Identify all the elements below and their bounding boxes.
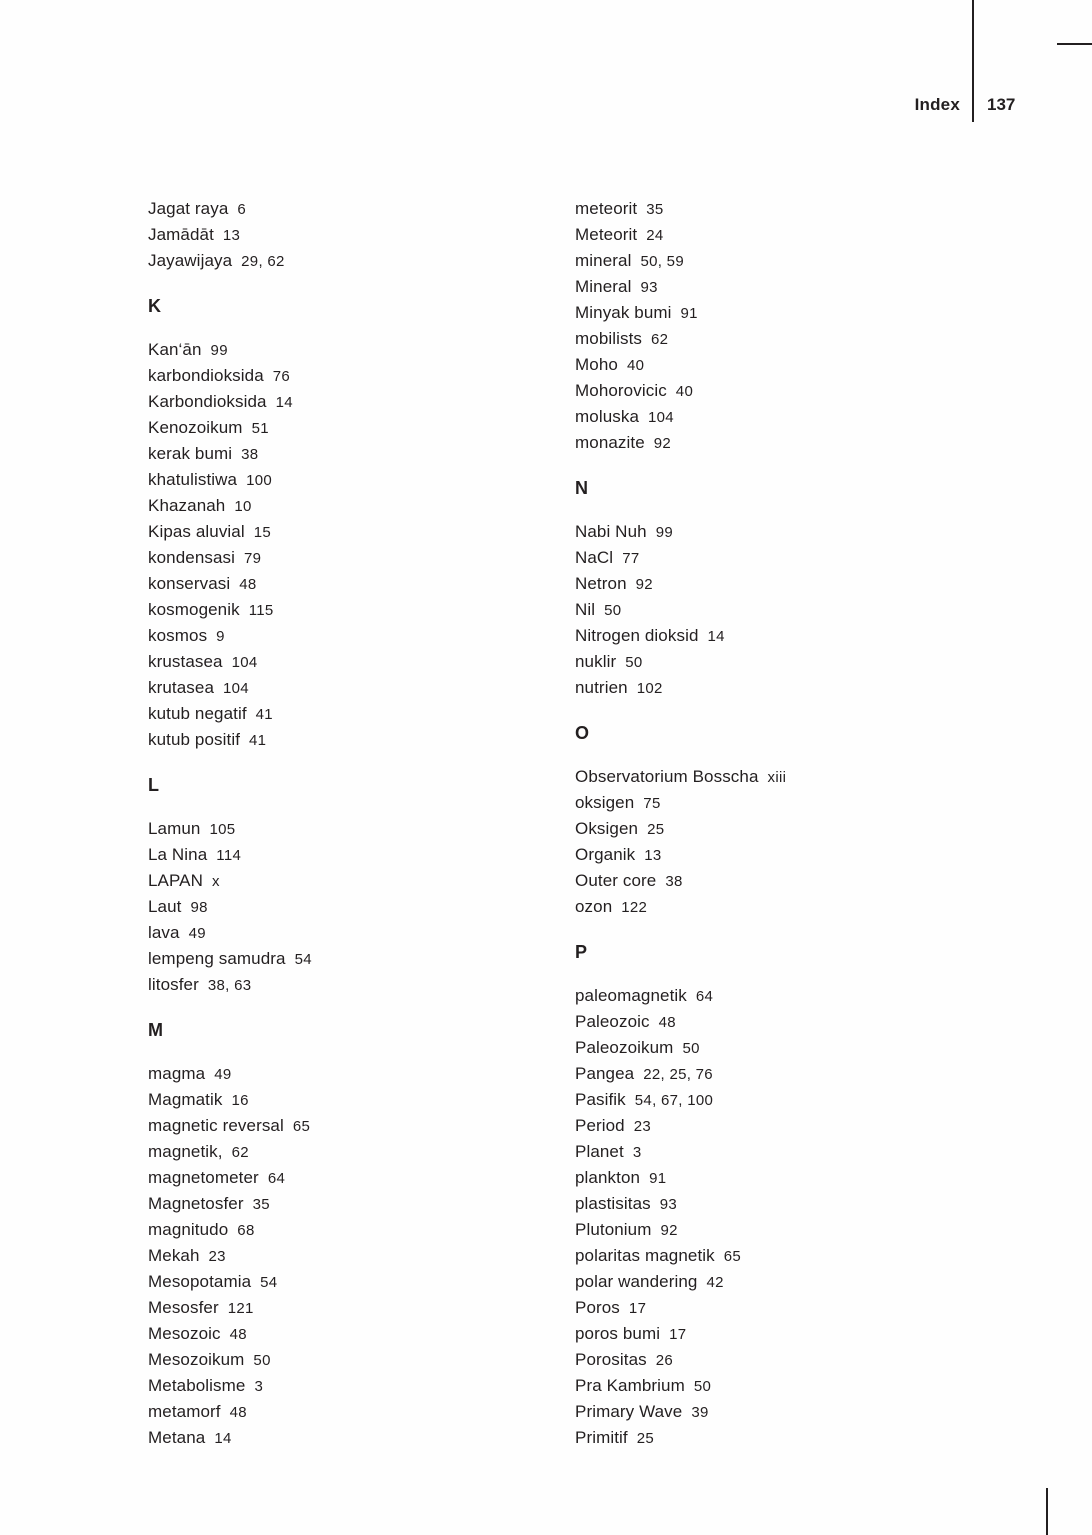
entry-pages: 41 (255, 706, 273, 723)
index-entry (575, 1399, 1055, 1425)
entry-pages: 62 (651, 331, 669, 348)
entry-term: Pasifik (575, 1090, 626, 1109)
entry-pages: 41 (249, 732, 267, 749)
entry-term: Mekah (148, 1246, 200, 1265)
entry-term: Khazanah (148, 496, 226, 515)
index-entry (575, 1165, 1055, 1191)
index-entry (148, 1321, 575, 1347)
index-entry (575, 1113, 1055, 1139)
index-entry (575, 1087, 1055, 1113)
entry-term: Jamādāt (148, 225, 214, 244)
entry-term: Mohorovicic (575, 381, 667, 400)
entry-pages: 64 (267, 1170, 286, 1187)
entry-pages: 49 (214, 1066, 232, 1083)
entry-term: Jagat raya (148, 199, 229, 218)
index-entry (148, 196, 575, 222)
entry-term: khatulistiwa (148, 470, 238, 489)
index-columns (148, 196, 1055, 1451)
index-entry (575, 1321, 1055, 1347)
entry-term: LAPAN (148, 871, 203, 890)
index-entry (148, 571, 575, 597)
entry-pages: 23 (633, 1118, 652, 1135)
letter-heading: M (148, 1020, 163, 1040)
entry-pages: 54 (294, 951, 312, 968)
index-entry (575, 1425, 1055, 1451)
entry-pages: 91 (680, 305, 698, 322)
index-entry (575, 326, 1055, 352)
entry-term: nuklir (575, 652, 617, 671)
index-entry (575, 868, 1055, 894)
entry-term: kutub positif (148, 730, 241, 749)
entry-pages: x (212, 873, 220, 890)
entry-pages: 14 (707, 628, 725, 645)
entry-term: karbondioksida (148, 366, 264, 385)
entry-pages: 35 (252, 1196, 270, 1213)
entry-term: Plutonium (575, 1220, 652, 1239)
entry-pages: 48 (229, 1326, 247, 1343)
entry-pages: 104 (223, 680, 249, 697)
entry-pages: 26 (655, 1352, 674, 1369)
entry-pages: 13 (222, 227, 241, 244)
entry-term: nutrien (575, 678, 628, 697)
entry-term: Kan‘ān (148, 340, 202, 359)
entry-term: Outer core (575, 871, 657, 890)
index-entry (148, 337, 575, 363)
entry-pages: 48 (658, 1014, 676, 1031)
running-head-section: Index (914, 95, 960, 114)
entry-term: Laut (148, 897, 182, 916)
entry-term: Meteorit (575, 225, 638, 244)
entry-pages: 50 (253, 1352, 271, 1369)
entry-term: Netron (575, 574, 627, 593)
entry-pages: 48 (239, 576, 257, 593)
entry-pages: 3 (632, 1144, 642, 1161)
entry-pages: 22, 25, 76 (643, 1066, 713, 1083)
entry-term: krustasea (148, 652, 223, 671)
entry-pages: xiii (767, 769, 787, 786)
entry-term: lava (148, 923, 180, 942)
entry-pages: 93 (659, 1196, 678, 1213)
index-entry (575, 300, 1055, 326)
entry-pages: 29, 62 (241, 253, 285, 270)
index-entry (148, 1139, 575, 1165)
index-entry (575, 597, 1055, 623)
entry-term: Nabi Nuh (575, 522, 647, 541)
entry-term: Mesosfer (148, 1298, 219, 1317)
index-entry (575, 1061, 1055, 1087)
entry-term: mobilists (575, 329, 643, 348)
entry-term: kerak bumi (148, 444, 233, 463)
entry-pages: 68 (237, 1222, 255, 1239)
entry-pages: 77 (622, 550, 640, 567)
entry-pages: 75 (643, 795, 661, 812)
index-entry (575, 1269, 1055, 1295)
index-entry (148, 920, 575, 946)
entry-term: Organik (575, 845, 636, 864)
index-entry (575, 1295, 1055, 1321)
entry-pages: 10 (234, 498, 252, 515)
index-entry (148, 649, 575, 675)
index-entry (148, 467, 575, 493)
entry-pages: 23 (208, 1248, 226, 1265)
index-entry (148, 597, 575, 623)
entry-term: magnetometer (148, 1168, 259, 1187)
entry-term: monazite (575, 433, 645, 452)
entry-term: metamorf (148, 1402, 221, 1421)
entry-term: La Nina (148, 845, 208, 864)
entry-term: krutasea (148, 678, 215, 697)
entry-pages: 99 (655, 524, 673, 541)
index-entry (575, 842, 1055, 868)
index-entry (148, 816, 575, 842)
entry-pages: 121 (227, 1300, 254, 1317)
entry-term: kondensasi (148, 548, 236, 567)
entry-pages: 54, 67, 100 (634, 1092, 714, 1109)
index-entry (148, 1425, 575, 1451)
index-entry (148, 493, 575, 519)
entry-term: Pangea (575, 1064, 635, 1083)
entry-term: lempeng samudra (148, 949, 286, 968)
entry-pages: 50 (625, 654, 643, 671)
entry-pages: 35 (646, 201, 664, 218)
entry-pages: 24 (646, 227, 664, 244)
index-entry (148, 545, 575, 571)
entry-term: meteorit (575, 199, 638, 218)
entry-term: Primary Wave (575, 1402, 683, 1421)
entry-pages: 122 (621, 899, 648, 916)
entry-term: Mesozoikum (148, 1350, 245, 1369)
index-entry (575, 248, 1055, 274)
entry-pages: 115 (248, 602, 274, 619)
index-entry (148, 675, 575, 701)
entry-pages: 64 (695, 988, 714, 1005)
index-entry (575, 983, 1055, 1009)
entry-pages: 91 (649, 1170, 667, 1187)
index-entry (575, 378, 1055, 404)
entry-term: Oksigen (575, 819, 639, 838)
index-entry (148, 441, 575, 467)
entry-term: Planet (575, 1142, 624, 1161)
index-entry (575, 1139, 1055, 1165)
entry-term: Minyak bumi (575, 303, 672, 322)
letter-heading: O (575, 723, 590, 743)
entry-pages: 50, 59 (640, 253, 684, 270)
entry-pages: 17 (669, 1326, 687, 1343)
entry-term: Magmatik (148, 1090, 223, 1109)
index-entry (148, 1165, 575, 1191)
index-entry (575, 1009, 1055, 1035)
entry-pages: 14 (275, 394, 293, 411)
index-entry (148, 222, 575, 248)
page-number: 137 (987, 95, 1016, 114)
entry-term: Kipas aluvial (148, 522, 245, 541)
index-entry (148, 972, 575, 998)
entry-term: paleomagnetik (575, 986, 687, 1005)
entry-pages: 92 (653, 435, 672, 452)
index-entry (148, 1061, 575, 1087)
entry-pages: 92 (635, 576, 653, 593)
index-entry (148, 868, 575, 894)
entry-pages: 40 (626, 357, 645, 374)
entry-term: Kenozoikum (148, 418, 243, 437)
entry-pages: 98 (190, 899, 208, 916)
entry-pages: 25 (647, 821, 665, 838)
index-entry (148, 363, 575, 389)
entry-pages: 50 (693, 1378, 712, 1395)
index-entry (575, 623, 1055, 649)
entry-term: magnetik, (148, 1142, 223, 1161)
entry-pages: 76 (272, 368, 291, 385)
entry-term: Metana (148, 1428, 206, 1447)
entry-term: Karbondioksida (148, 392, 267, 411)
index-entry (575, 352, 1055, 378)
entry-pages: 48 (229, 1404, 247, 1421)
index-entry (575, 1347, 1055, 1373)
entry-term: Primitif (575, 1428, 628, 1447)
entry-pages: 100 (246, 472, 273, 489)
crop-mark-bottom-right (1046, 1488, 1048, 1535)
entry-term: ozon (575, 897, 613, 916)
entry-term: plastisitas (575, 1194, 651, 1213)
index-entry (148, 1191, 575, 1217)
entry-pages: 17 (628, 1300, 647, 1317)
entry-pages: 65 (723, 1248, 742, 1265)
entry-pages: 38, 63 (207, 977, 252, 994)
index-entry (148, 1347, 575, 1373)
entry-term: Metabolisme (148, 1376, 246, 1395)
index-entry (575, 519, 1055, 545)
index-column (148, 196, 575, 1451)
entry-pages: 65 (292, 1118, 311, 1135)
letter-heading: N (575, 478, 588, 498)
index-entry (148, 894, 575, 920)
index-entry (575, 790, 1055, 816)
index-entry (575, 764, 1055, 790)
index-entry (148, 1087, 575, 1113)
entry-pages: 92 (660, 1222, 678, 1239)
entry-term: Nil (575, 600, 596, 619)
index-entry (148, 1269, 575, 1295)
index-entry (575, 196, 1055, 222)
entry-pages: 38 (241, 446, 259, 463)
entry-term: kutub negatif (148, 704, 247, 723)
entry-pages: 54 (260, 1274, 278, 1291)
index-entry (148, 1113, 575, 1139)
entry-term: mineral (575, 251, 632, 270)
entry-pages: 3 (254, 1378, 264, 1395)
index-entry (575, 1191, 1055, 1217)
letter-heading: P (575, 942, 588, 962)
index-entry (575, 1373, 1055, 1399)
index-entry (148, 1217, 575, 1243)
entry-term: Paleozoic (575, 1012, 650, 1031)
entry-term: Paleozoikum (575, 1038, 674, 1057)
entry-pages: 38 (665, 873, 683, 890)
entry-pages: 49 (188, 925, 206, 942)
index-entry (575, 1243, 1055, 1269)
entry-term: Mineral (575, 277, 632, 296)
entry-term: kosmogenik (148, 600, 240, 619)
index-entry (575, 430, 1055, 456)
index-entry (148, 701, 575, 727)
entry-pages: 104 (648, 409, 674, 426)
index-entry (575, 404, 1055, 430)
entry-pages: 39 (691, 1404, 709, 1421)
entry-pages: 15 (253, 524, 272, 541)
entry-pages: 93 (640, 279, 658, 296)
entry-term: Lamun (148, 819, 201, 838)
index-entry (148, 389, 575, 415)
entry-pages: 50 (682, 1040, 700, 1057)
entry-pages: 104 (231, 654, 258, 671)
entry-term: litosfer (148, 975, 199, 994)
entry-term: kosmos (148, 626, 208, 645)
index-column (575, 196, 1055, 1451)
index-entry (148, 415, 575, 441)
index-entry (575, 1035, 1055, 1061)
entry-pages: 42 (706, 1274, 724, 1291)
entry-term: Porositas (575, 1350, 647, 1369)
entry-term: Magnetosfer (148, 1194, 244, 1213)
entry-term: oksigen (575, 793, 635, 812)
entry-term: Mesopotamia (148, 1272, 252, 1291)
entry-pages: 105 (209, 821, 236, 838)
entry-pages: 25 (636, 1430, 655, 1447)
entry-pages: 40 (675, 383, 694, 400)
index-entry (148, 946, 575, 972)
entry-pages: 62 (231, 1144, 249, 1161)
index-entry (575, 545, 1055, 571)
index-entry (575, 675, 1055, 701)
letter-heading: L (148, 775, 159, 795)
entry-term: magnitudo (148, 1220, 229, 1239)
index-entry (575, 649, 1055, 675)
index-entry (148, 1399, 575, 1425)
entry-term: Observatorium Bosscha (575, 767, 759, 786)
entry-pages: 14 (214, 1430, 232, 1447)
entry-term: Nitrogen dioksid (575, 626, 699, 645)
index-entry (575, 816, 1055, 842)
entry-term: Period (575, 1116, 625, 1135)
index-entry (575, 274, 1055, 300)
entry-pages: 50 (604, 602, 622, 619)
entry-term: Moho (575, 355, 618, 374)
index-entry (148, 1295, 575, 1321)
entry-pages: 6 (237, 201, 247, 218)
index-entry (575, 894, 1055, 920)
entry-term: konservasi (148, 574, 231, 593)
index-entry (148, 842, 575, 868)
entry-pages: 9 (216, 628, 225, 645)
entry-term: plankton (575, 1168, 641, 1187)
entry-pages: 51 (251, 420, 269, 437)
header-divider-rule (972, 0, 974, 122)
entry-pages: 99 (210, 342, 228, 359)
entry-term: polar wandering (575, 1272, 698, 1291)
entry-term: polaritas magnetik (575, 1246, 715, 1265)
entry-term: moluska (575, 407, 640, 426)
index-entry (148, 1243, 575, 1269)
index-entry (148, 727, 575, 753)
entry-term: magnetic reversal (148, 1116, 284, 1135)
entry-term: NaCl (575, 548, 614, 567)
letter-heading: K (148, 296, 161, 316)
index-entry (148, 519, 575, 545)
entry-term: Pra Kambrium (575, 1376, 685, 1395)
entry-term: Poros (575, 1298, 620, 1317)
index-entry (148, 1373, 575, 1399)
index-entry (148, 623, 575, 649)
crop-mark-top-right (1057, 43, 1092, 45)
index-entry (575, 571, 1055, 597)
index-entry (575, 222, 1055, 248)
entry-term: poros bumi (575, 1324, 661, 1343)
entry-term: Jayawijaya (148, 251, 233, 270)
entry-pages: 102 (636, 680, 663, 697)
entry-pages: 16 (231, 1092, 249, 1109)
index-entry (575, 1217, 1055, 1243)
entry-term: Mesozoic (148, 1324, 221, 1343)
entry-term: magma (148, 1064, 206, 1083)
entry-pages: 13 (644, 847, 662, 864)
entry-pages: 79 (244, 550, 262, 567)
index-entry (148, 248, 575, 274)
entry-pages: 114 (216, 847, 242, 864)
